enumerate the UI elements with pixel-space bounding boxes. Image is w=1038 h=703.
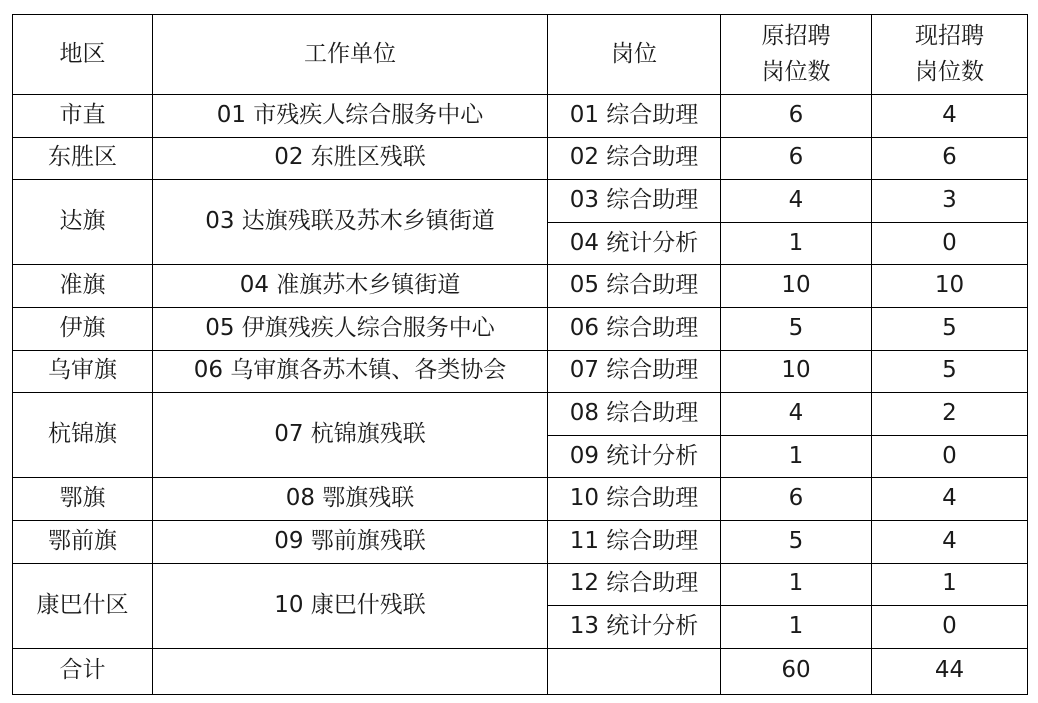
total-original-count: 60 [721,648,872,694]
position-cell: 06 综合助理 [548,307,721,350]
current-count-cell: 4 [872,478,1028,521]
unit-cell: 06 乌审旗各苏木镇、各类协会 [153,350,548,393]
current-count-cell: 6 [872,137,1028,180]
position-cell: 10 综合助理 [548,478,721,521]
unit-cell: 08 鄂旗残联 [153,478,548,521]
original-count-cell: 6 [721,95,872,138]
header-current-line2: 岗位数 [915,58,984,85]
region-cell: 准旗 [13,265,153,308]
region-cell: 东胜区 [13,137,153,180]
original-count-cell: 5 [721,307,872,350]
table-row [13,478,1028,521]
current-count-cell: 0 [872,435,1028,478]
position-cell: 13 统计分析 [548,606,721,649]
position-cell: 07 综合助理 [548,350,721,393]
recruitment-table [12,14,1028,695]
table-row [13,393,1028,436]
position-cell: 09 统计分析 [548,435,721,478]
original-count-cell: 10 [721,350,872,393]
position-cell: 05 综合助理 [548,265,721,308]
region-cell: 市直 [13,95,153,138]
original-count-cell: 1 [721,222,872,265]
current-count-cell: 0 [872,222,1028,265]
unit-cell: 07 杭锦旗残联 [153,393,548,478]
current-count-cell: 0 [872,606,1028,649]
table-row [13,520,1028,563]
current-count-cell: 4 [872,520,1028,563]
region-cell: 乌审旗 [13,350,153,393]
original-count-cell: 1 [721,563,872,606]
region-cell: 鄂旗 [13,478,153,521]
unit-cell: 01 市残疾人综合服务中心 [153,95,548,138]
position-cell: 12 综合助理 [548,563,721,606]
table-row [13,563,1028,606]
current-count-cell: 4 [872,95,1028,138]
current-count-cell: 3 [872,180,1028,223]
original-count-cell: 1 [721,435,872,478]
current-count-cell: 5 [872,350,1028,393]
original-count-cell: 6 [721,137,872,180]
current-count-cell: 1 [872,563,1028,606]
original-count-cell: 10 [721,265,872,308]
table-row [13,307,1028,350]
unit-cell: 09 鄂前旗残联 [153,520,548,563]
region-cell: 达旗 [13,180,153,265]
position-cell: 08 综合助理 [548,393,721,436]
original-count-cell: 1 [721,606,872,649]
unit-cell: 10 康巴什残联 [153,563,548,648]
header-position: 岗位 [548,15,721,95]
header-current-line1: 现招聘 [915,22,984,49]
header-original-count [721,15,872,95]
unit-cell: 04 准旗苏木乡镇街道 [153,265,548,308]
table-row [13,180,1028,223]
unit-cell: 02 东胜区残联 [153,137,548,180]
position-cell: 04 统计分析 [548,222,721,265]
current-count-cell: 2 [872,393,1028,436]
region-cell: 鄂前旗 [13,520,153,563]
original-count-cell: 5 [721,520,872,563]
header-original-line2: 岗位数 [761,58,831,85]
header-original-line1: 原招聘 [761,22,831,49]
total-current-count: 44 [872,648,1028,694]
table-row [13,137,1028,180]
table-row [13,265,1028,308]
position-cell: 11 综合助理 [548,520,721,563]
header-current-count [872,15,1028,95]
total-row [13,648,1028,694]
header-unit: 工作单位 [153,15,548,95]
current-count-cell: 10 [872,265,1028,308]
table-row [13,95,1028,138]
total-position-cell [548,648,721,694]
position-cell: 02 综合助理 [548,137,721,180]
total-unit-cell [153,648,548,694]
table-row [13,350,1028,393]
total-label: 合计 [13,648,153,694]
header-row [13,15,1028,95]
original-count-cell: 4 [721,180,872,223]
current-count-cell: 5 [872,307,1028,350]
unit-cell: 05 伊旗残疾人综合服务中心 [153,307,548,350]
unit-cell: 03 达旗残联及苏木乡镇街道 [153,180,548,265]
region-cell: 杭锦旗 [13,393,153,478]
original-count-cell: 4 [721,393,872,436]
region-cell: 康巴什区 [13,563,153,648]
position-cell: 03 综合助理 [548,180,721,223]
header-region: 地区 [13,15,153,95]
region-cell: 伊旗 [13,307,153,350]
position-cell: 01 综合助理 [548,95,721,138]
original-count-cell: 6 [721,478,872,521]
